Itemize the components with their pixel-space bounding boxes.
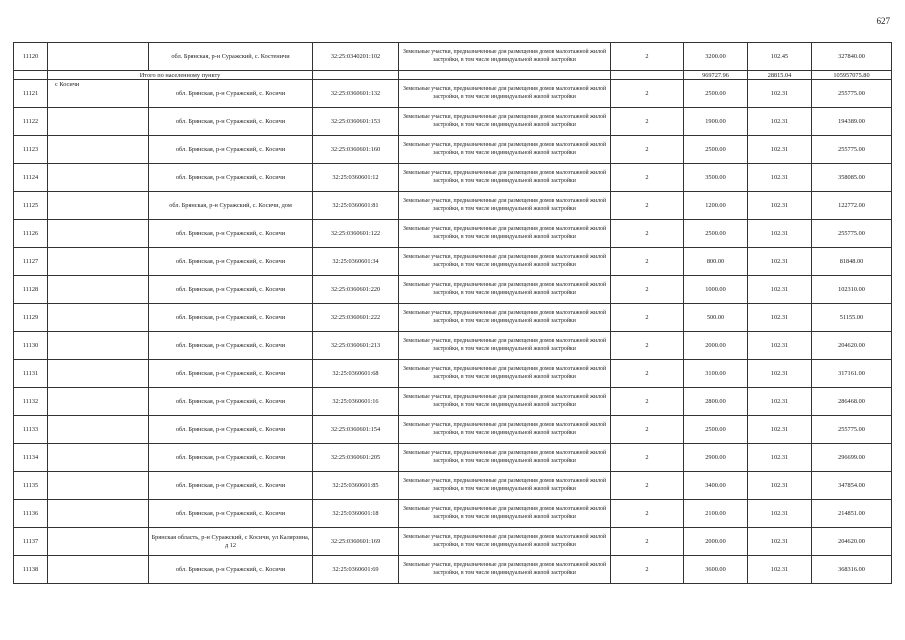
row-land-use: Земельные участки, предназначенные для размещения домов малоэтажной жилой застройки, в том числе индивидуальной жилой застройки <box>399 360 611 388</box>
row-land-use: Земельные участки, предназначенные для размещения домов малоэтажной жилой застройки, в том числе индивидуальной жилой застройки <box>399 192 611 220</box>
row-cadastral-value: 194389.00 <box>812 108 892 136</box>
row-address: обл. Брянская, р-н Суражский, с. Костеничи <box>149 43 313 71</box>
row-land-use: Земельные участки, предназначенные для размещения домов малоэтажной жилой застройки, в том числе индивидуальной жилой застройки <box>399 472 611 500</box>
row-area: 1000.00 <box>684 276 748 304</box>
row-area: 3500.00 <box>684 164 748 192</box>
row-group: 2 <box>611 276 684 304</box>
row-address: обл. Брянская, р-н Суражский, с. Косичи <box>149 304 313 332</box>
row-cadastral-value: 368316.00 <box>812 556 892 584</box>
row-number: 11130 <box>14 332 48 360</box>
subtotal-empty-use <box>399 71 611 80</box>
row-address: обл. Брянская, р-н Суражский, с. Косичи <box>149 80 313 108</box>
row-area: 800.00 <box>684 248 748 276</box>
row-area: 2500.00 <box>684 416 748 444</box>
row-number: 11128 <box>14 276 48 304</box>
row-area: 3200.00 <box>684 43 748 71</box>
row-cadastral-number: 32:25:0360601:160 <box>313 136 399 164</box>
table-row <box>14 136 892 164</box>
row-group: 2 <box>611 556 684 584</box>
row-address: обл. Брянская, р-н Суражский, с. Косичи <box>149 556 313 584</box>
row-address: обл. Брянская, р-н Суражский, с. Косичи <box>149 388 313 416</box>
row-cadastral-value: 327840.00 <box>812 43 892 71</box>
row-number: 11138 <box>14 556 48 584</box>
row-cadastral-value: 204620.00 <box>812 332 892 360</box>
row-cadastral-number: 32:25:0360601:69 <box>313 556 399 584</box>
row-cadastral-value: 102310.00 <box>812 276 892 304</box>
empty-cell <box>48 556 149 584</box>
row-specific-value: 102.31 <box>748 444 812 472</box>
row-cadastral-number: 32:25:0360601:81 <box>313 192 399 220</box>
cadastral-value-table <box>13 42 892 584</box>
row-area: 2000.00 <box>684 332 748 360</box>
row-land-use: Земельные участки, предназначенные для размещения домов малоэтажной жилой застройки, в том числе индивидуальной жилой застройки <box>399 416 611 444</box>
row-group: 2 <box>611 192 684 220</box>
empty-cell <box>48 388 149 416</box>
row-cadastral-number: 32:25:0360601:169 <box>313 528 399 556</box>
row-cadastral-number: 32:25:0360601:16 <box>313 388 399 416</box>
row-specific-value: 102.31 <box>748 220 812 248</box>
row-cadastral-value: 296699.00 <box>812 444 892 472</box>
row-land-use: Земельные участки, предназначенные для размещения домов малоэтажной жилой застройки, в том числе индивидуальной жилой застройки <box>399 556 611 584</box>
table-row <box>14 528 892 556</box>
row-specific-value: 102.31 <box>748 248 812 276</box>
row-number: 11132 <box>14 388 48 416</box>
row-address: обл. Брянская, р-н Суражский, с. Косичи <box>149 500 313 528</box>
table-row <box>14 220 892 248</box>
empty-cell <box>48 192 149 220</box>
row-cadastral-number: 32:25:0360601:18 <box>313 500 399 528</box>
row-address: обл. Брянская, р-н Суражский, с. Косичи <box>149 220 313 248</box>
row-specific-value: 102.31 <box>748 360 812 388</box>
row-land-use: Земельные участки, предназначенные для размещения домов малоэтажной жилой застройки, в том числе индивидуальной жилой застройки <box>399 500 611 528</box>
row-cadastral-number: 32:25:0360601:12 <box>313 164 399 192</box>
row-cadastral-value: 286468.00 <box>812 388 892 416</box>
row-number: 11120 <box>14 43 48 71</box>
row-area: 3400.00 <box>684 472 748 500</box>
row-specific-value: 102.45 <box>748 43 812 71</box>
row-number: 11136 <box>14 500 48 528</box>
row-group: 2 <box>611 136 684 164</box>
empty-cell <box>48 332 149 360</box>
row-area: 1200.00 <box>684 192 748 220</box>
row-specific-value: 102.31 <box>748 164 812 192</box>
row-group: 2 <box>611 416 684 444</box>
table-row <box>14 332 892 360</box>
row-address: обл. Брянская, р-н Суражский, с. Косичи <box>149 108 313 136</box>
row-cadastral-number: 32:25:0360601:153 <box>313 108 399 136</box>
row-specific-value: 102.31 <box>748 136 812 164</box>
row-address: обл. Брянская, р-н Суражский, с. Косичи <box>149 136 313 164</box>
row-cadastral-value: 122772.00 <box>812 192 892 220</box>
row-group: 2 <box>611 220 684 248</box>
row-area: 2000.00 <box>684 528 748 556</box>
row-number: 11123 <box>14 136 48 164</box>
row-address: обл. Брянская, р-н Суражский, с. Косичи <box>149 332 313 360</box>
row-number: 11133 <box>14 416 48 444</box>
row-address: обл. Брянская, р-н Суражский, с. Косичи <box>149 276 313 304</box>
table-row <box>14 304 892 332</box>
row-area: 2500.00 <box>684 136 748 164</box>
table-body <box>14 43 892 584</box>
row-area: 3600.00 <box>684 556 748 584</box>
empty-cell <box>48 136 149 164</box>
table-row <box>14 388 892 416</box>
empty-cell <box>48 416 149 444</box>
row-specific-value: 102.31 <box>748 500 812 528</box>
row-land-use: Земельные участки, предназначенные для размещения домов малоэтажной жилой застройки, в том числе индивидуальной жилой застройки <box>399 528 611 556</box>
row-cadastral-number: 32:25:0360601:213 <box>313 332 399 360</box>
table-row <box>14 80 892 108</box>
row-land-use: Земельные участки, предназначенные для размещения домов малоэтажной жилой застройки, в том числе индивидуальной жилой застройки <box>399 248 611 276</box>
row-address: обл. Брянская, р-н Суражский, с. Косичи <box>149 416 313 444</box>
subtotal-area: 969727.96 <box>684 71 748 80</box>
table-row <box>14 500 892 528</box>
row-group: 2 <box>611 528 684 556</box>
row-cadastral-value: 51155.00 <box>812 304 892 332</box>
subtotal-empty-group <box>611 71 684 80</box>
empty-cell <box>48 472 149 500</box>
row-cadastral-value: 204620.00 <box>812 528 892 556</box>
row-land-use: Земельные участки, предназначенные для размещения домов малоэтажной жилой застройки, в том числе индивидуальной жилой застройки <box>399 80 611 108</box>
row-cadastral-number: 32:25:0360601:85 <box>313 472 399 500</box>
subtotal-empty-cadastral <box>313 71 399 80</box>
row-specific-value: 102.31 <box>748 332 812 360</box>
empty-cell <box>48 43 149 71</box>
row-specific-value: 102.31 <box>748 80 812 108</box>
table-row <box>14 360 892 388</box>
row-land-use: Земельные участки, предназначенные для размещения домов малоэтажной жилой застройки, в том числе индивидуальной жилой застройки <box>399 108 611 136</box>
table-row <box>14 556 892 584</box>
row-cadastral-value: 255775.00 <box>812 416 892 444</box>
row-address: обл. Брянская, р-н Суражский, с. Косичи <box>149 248 313 276</box>
row-land-use: Земельные участки, предназначенные для размещения домов малоэтажной жилой застройки, в том числе индивидуальной жилой застройки <box>399 388 611 416</box>
row-specific-value: 102.31 <box>748 556 812 584</box>
row-group: 2 <box>611 108 684 136</box>
row-number: 11122 <box>14 108 48 136</box>
subtotal-cadastral-value: 105957075.80 <box>812 71 892 80</box>
row-group: 2 <box>611 248 684 276</box>
empty-cell <box>48 276 149 304</box>
row-cadastral-number: 32:25:0360601:205 <box>313 444 399 472</box>
row-specific-value: 102.31 <box>748 192 812 220</box>
row-area: 2500.00 <box>684 220 748 248</box>
table-row <box>14 472 892 500</box>
row-land-use: Земельные участки, предназначенные для размещения домов малоэтажной жилой застройки, в том числе индивидуальной жилой застройки <box>399 276 611 304</box>
row-specific-value: 102.31 <box>748 416 812 444</box>
row-land-use: Земельные участки, предназначенные для размещения домов малоэтажной жилой застройки, в том числе индивидуальной жилой застройки <box>399 136 611 164</box>
row-area: 2900.00 <box>684 444 748 472</box>
row-number: 11124 <box>14 164 48 192</box>
row-cadastral-value: 214851.00 <box>812 500 892 528</box>
table-row <box>14 164 892 192</box>
row-cadastral-number: 32:25:0360601:122 <box>313 220 399 248</box>
row-group: 2 <box>611 332 684 360</box>
row-number: 11131 <box>14 360 48 388</box>
row-group: 2 <box>611 360 684 388</box>
row-number: 11126 <box>14 220 48 248</box>
row-number: 11137 <box>14 528 48 556</box>
table-row <box>14 248 892 276</box>
row-number: 11125 <box>14 192 48 220</box>
empty-cell <box>48 220 149 248</box>
row-land-use: Земельные участки, предназначенные для размещения домов малоэтажной жилой застройки, в том числе индивидуальной жилой застройки <box>399 444 611 472</box>
row-specific-value: 102.31 <box>748 472 812 500</box>
page-number: 627 <box>876 16 890 26</box>
row-address: обл. Брянская, р-н Суражский, с. Косичи <box>149 472 313 500</box>
subtotal-empty-num <box>14 71 48 80</box>
subtotal-label: Итого по населенному пункту <box>48 71 313 80</box>
settlement-caption: с Косичи <box>55 81 80 88</box>
row-cadastral-value: 255775.00 <box>812 80 892 108</box>
row-area: 2500.00 <box>684 80 748 108</box>
row-cadastral-value: 317161.00 <box>812 360 892 388</box>
table-row <box>14 444 892 472</box>
table-row <box>14 192 892 220</box>
row-land-use: Земельные участки, предназначенные для размещения домов малоэтажной жилой застройки, в том числе индивидуальной жилой застройки <box>399 43 611 71</box>
row-area: 2800.00 <box>684 388 748 416</box>
row-cadastral-number: 32:25:0360601:222 <box>313 304 399 332</box>
row-cadastral-value: 347854.00 <box>812 472 892 500</box>
row-specific-value: 102.31 <box>748 304 812 332</box>
table-row <box>14 108 892 136</box>
row-cadastral-number: 32:25:0360601:220 <box>313 276 399 304</box>
row-group: 2 <box>611 304 684 332</box>
subtotal-specific-value: 28815.04 <box>748 71 812 80</box>
empty-cell <box>48 248 149 276</box>
row-land-use: Земельные участки, предназначенные для размещения домов малоэтажной жилой застройки, в том числе индивидуальной жилой застройки <box>399 164 611 192</box>
row-group: 2 <box>611 80 684 108</box>
empty-cell <box>48 164 149 192</box>
row-cadastral-value: 81848.00 <box>812 248 892 276</box>
row-specific-value: 102.31 <box>748 388 812 416</box>
row-cadastral-number: 32:25:0340201:102 <box>313 43 399 71</box>
empty-cell <box>48 304 149 332</box>
empty-cell <box>48 108 149 136</box>
row-address: обл. Брянская, р-н Суражский, с. Косичи <box>149 164 313 192</box>
empty-cell <box>48 360 149 388</box>
row-address: обл. Брянская, р-н Суражский, с. Косичи <box>149 360 313 388</box>
row-cadastral-number: 32:25:0360601:68 <box>313 360 399 388</box>
row-address: обл. Брянская, р-н Суражский, с. Косичи, дом <box>149 192 313 220</box>
row-cadastral-value: 255775.00 <box>812 220 892 248</box>
table-row <box>14 276 892 304</box>
row-group: 2 <box>611 500 684 528</box>
row-number: 11135 <box>14 472 48 500</box>
row-area: 1900.00 <box>684 108 748 136</box>
row-group: 2 <box>611 472 684 500</box>
row-cadastral-number: 32:25:0360601:154 <box>313 416 399 444</box>
row-area: 500.00 <box>684 304 748 332</box>
table-row <box>14 43 892 71</box>
row-specific-value: 102.31 <box>748 276 812 304</box>
row-group: 2 <box>611 43 684 71</box>
row-cadastral-value: 255775.00 <box>812 136 892 164</box>
row-area: 2100.00 <box>684 500 748 528</box>
row-specific-value: 102.31 <box>748 108 812 136</box>
row-land-use: Земельные участки, предназначенные для размещения домов малоэтажной жилой застройки, в том числе индивидуальной жилой застройки <box>399 304 611 332</box>
subtotal-row <box>14 71 892 80</box>
empty-cell <box>48 444 149 472</box>
row-number: 11134 <box>14 444 48 472</box>
row-group: 2 <box>611 388 684 416</box>
row-cadastral-number: 32:25:0360601:34 <box>313 248 399 276</box>
row-land-use: Земельные участки, предназначенные для размещения домов малоэтажной жилой застройки, в том числе индивидуальной жилой застройки <box>399 220 611 248</box>
empty-cell <box>48 500 149 528</box>
row-number: 11129 <box>14 304 48 332</box>
row-cadastral-value: 358085.00 <box>812 164 892 192</box>
table-row <box>14 416 892 444</box>
empty-cell <box>48 528 149 556</box>
row-address: обл. Брянская, р-н Суражский, с. Косичи <box>149 444 313 472</box>
row-area: 3100.00 <box>684 360 748 388</box>
row-cadastral-number: 32:25:0360601:132 <box>313 80 399 108</box>
row-group: 2 <box>611 444 684 472</box>
row-specific-value: 102.31 <box>748 528 812 556</box>
row-land-use: Земельные участки, предназначенные для размещения домов малоэтажной жилой застройки, в том числе индивидуальной жилой застройки <box>399 332 611 360</box>
row-number: 11121 <box>14 80 48 108</box>
row-group: 2 <box>611 164 684 192</box>
row-number: 11127 <box>14 248 48 276</box>
row-address: Брянская область, р-н Суражский, с Косичи, ул Калярзина, д 12 <box>149 528 313 556</box>
